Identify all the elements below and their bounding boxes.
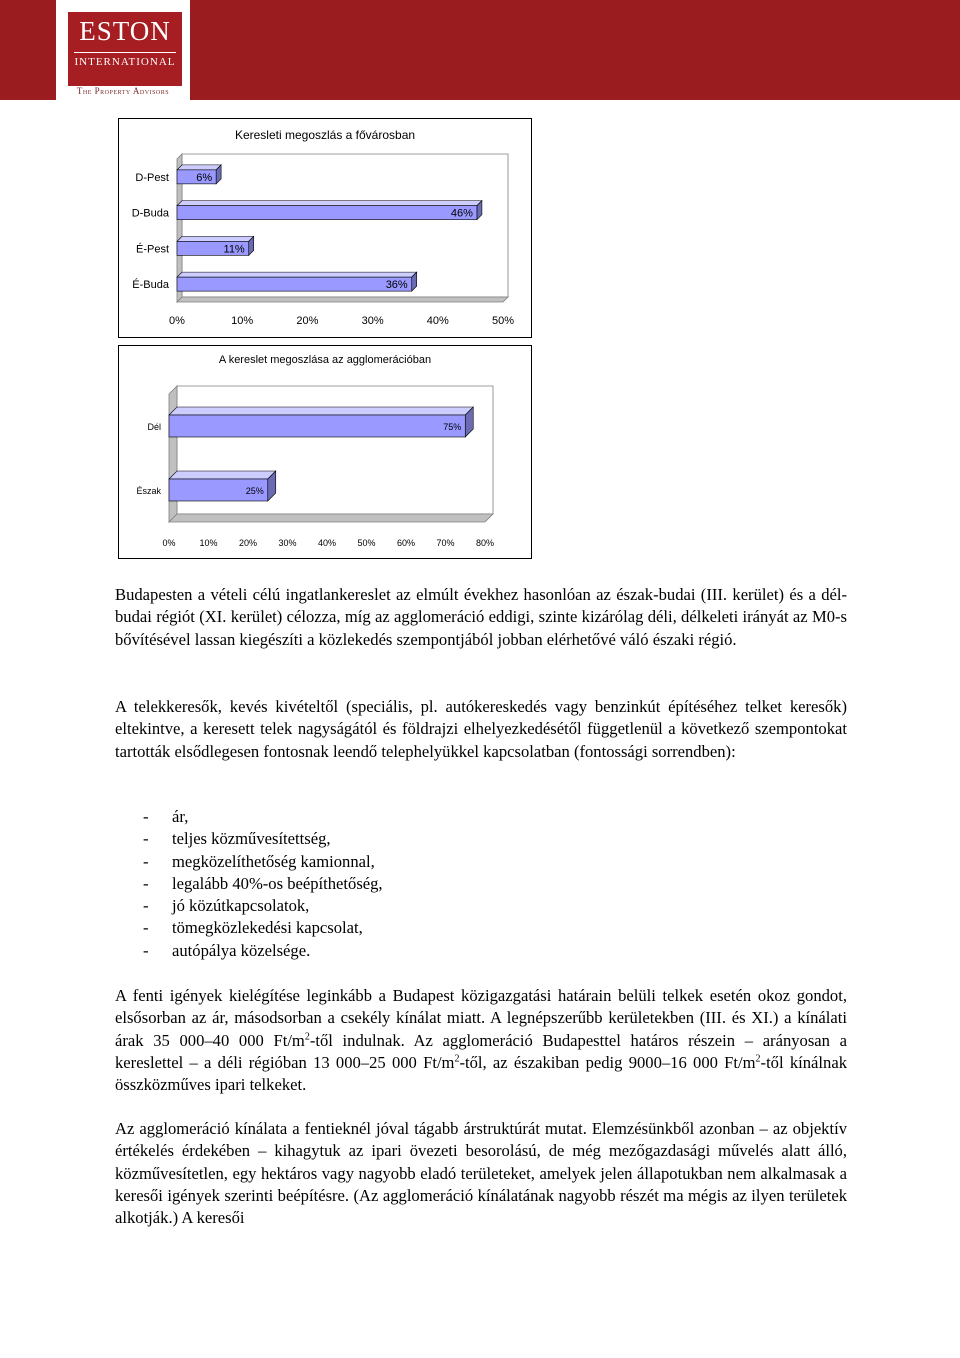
tick-label: 0% bbox=[169, 315, 185, 327]
data-label: 36% bbox=[385, 279, 408, 292]
list-item: - autópálya közelsége. bbox=[143, 940, 383, 962]
list-item: - legalább 40%-os beépíthetőség, bbox=[143, 873, 383, 895]
data-label: 75% bbox=[443, 422, 462, 432]
company-logo bbox=[56, 0, 190, 100]
tick-label: 70% bbox=[436, 538, 455, 548]
category-label: Dél bbox=[147, 422, 161, 432]
data-label: 6% bbox=[196, 171, 213, 184]
bar-top-face bbox=[177, 272, 417, 277]
tick-label: 10% bbox=[199, 538, 218, 548]
superscript: 2 bbox=[755, 1053, 761, 1065]
category-label: D-Pest bbox=[135, 171, 169, 184]
logo-subtitle: INTERNATIONAL bbox=[74, 56, 176, 68]
tick-label: 20% bbox=[238, 538, 258, 548]
tick-label: 50% bbox=[491, 315, 515, 327]
bar-top-face bbox=[177, 165, 221, 170]
chart-budapest-demand bbox=[118, 118, 532, 338]
logo-divider bbox=[74, 52, 176, 53]
category-label: Észak bbox=[136, 486, 161, 496]
bar bbox=[169, 415, 465, 437]
prices-text-a: A fenti igények kielégítése leginkább a Budapest közigazgatási határain belüli telkek esetén okoz gondot, elsősorban az ár, másodsorban a csekély kínálat miatt. A legnépszerűbb kerületekben (III. és XI.) a kínálati árak 35 000–40 000 Ft/m bbox=[115, 986, 847, 1050]
chart-budapest-svg bbox=[119, 119, 531, 337]
data-label: 11% bbox=[223, 243, 245, 256]
prices-text-d: -től kínálnak összközműves ipari telkeket. bbox=[115, 1052, 847, 1095]
prices-text-c: -től, az északiban pedig 9000–16 000 Ft/m bbox=[459, 1052, 756, 1072]
chart-agglomeration-demand bbox=[118, 345, 532, 559]
data-label: 25% bbox=[245, 486, 264, 496]
bar-top-face bbox=[177, 201, 482, 206]
paragraph-plot-seekers: A telekkeresők, kevés kivételtől (speciális, pl. autókereskedés vagy benzinkút építéséhez telket keresők) eltekintve, a keresett telek nagyságától és földrajzi elhelyezkedésétől függetlenül a következő szempontokat tartották elsődlegesen fontosnak leendő telephelyükkel kapcsolatban (fontossági sorrendben): bbox=[115, 697, 847, 761]
plot-side-wall bbox=[169, 386, 177, 522]
tick-label: 80% bbox=[475, 538, 495, 548]
logo-badge bbox=[68, 12, 182, 86]
bar-top-face bbox=[169, 407, 473, 415]
plot-floor bbox=[177, 297, 508, 302]
plot-floor bbox=[169, 514, 493, 522]
list-item: - ár, bbox=[143, 806, 383, 828]
logo-tagline: The Property Advisors bbox=[76, 86, 170, 96]
requirements-list bbox=[143, 806, 383, 962]
bar-top-face bbox=[169, 471, 276, 479]
chart-agglomeration-svg bbox=[119, 346, 531, 558]
category-label: É-Pest bbox=[135, 243, 169, 256]
bar bbox=[177, 277, 412, 291]
tick-label: 60% bbox=[396, 538, 416, 548]
tick-label: 40% bbox=[317, 538, 337, 548]
prices-text-b: -től indulnak. Az agglomeráció Budapesttel határos részein – arányosan a kereslettel – a déli régióban 13 000–25 000 Ft/m bbox=[115, 1030, 847, 1072]
tick-label: 30% bbox=[361, 315, 384, 327]
paragraph-demand-overview: Budapesten a vételi célú ingatlankereslet az elmúlt évekhez hasonlóan az észak-budai (III. kerület) és a dél-budai régiót (XI. kerület) célozza, míg az agglomeráció eddigi, szinte kizárólag déli, délkeleti irányát az M0-s bővítésével lassan kiegészíti a közlekedés szempontjából jobban elérhetővé váló északi régió. bbox=[115, 585, 847, 649]
bar bbox=[177, 206, 477, 220]
list-item: - tömegközlekedési kapcsolat, bbox=[143, 917, 383, 939]
category-label: É-Buda bbox=[132, 279, 169, 292]
chart-title: A kereslet megoszlása az agglomerációban bbox=[218, 354, 432, 366]
chart-title: Keresleti megoszlás a fővárosban bbox=[234, 128, 416, 142]
superscript: 2 bbox=[304, 1031, 310, 1043]
paragraph-prices bbox=[115, 985, 847, 1096]
tick-label: 40% bbox=[426, 315, 449, 327]
list-item: - jó közútkapcsolatok, bbox=[143, 895, 383, 917]
tick-label: 50% bbox=[357, 538, 376, 548]
tick-label: 30% bbox=[278, 538, 297, 548]
logo-name: ESTON bbox=[79, 16, 171, 46]
category-label: D-Buda bbox=[131, 207, 169, 220]
data-label: 46% bbox=[450, 207, 473, 220]
tick-label: 20% bbox=[296, 315, 319, 327]
tick-label: 10% bbox=[231, 315, 254, 327]
bar-top-face bbox=[177, 236, 254, 241]
tick-label: 0% bbox=[162, 538, 176, 548]
superscript: 2 bbox=[454, 1053, 460, 1065]
list-item: - teljes közművesítettség, bbox=[143, 828, 383, 850]
list-item: - megközelíthetőség kamionnal, bbox=[143, 851, 383, 873]
paragraph-agglomeration-supply: Az agglomeráció kínálata a fentieknél jóval tágabb árstruktúrát mutat. Elemzésünkből azonban – az objektív értékelés érdekében – kihagytuk az ipari övezeti besorolású, de még mezőgazdasági művelés alatt álló, közművesítetlen, egy hektáros vagy nagyobb eladó területeket, amelyek jelen állapotukban nem alkalmasak a keresői igények szerinti beépítésre. (Az agglomeráció kínálatának nagyobb részét ma mégis az ilyen területek alkotják.) A keresői bbox=[115, 1119, 847, 1228]
